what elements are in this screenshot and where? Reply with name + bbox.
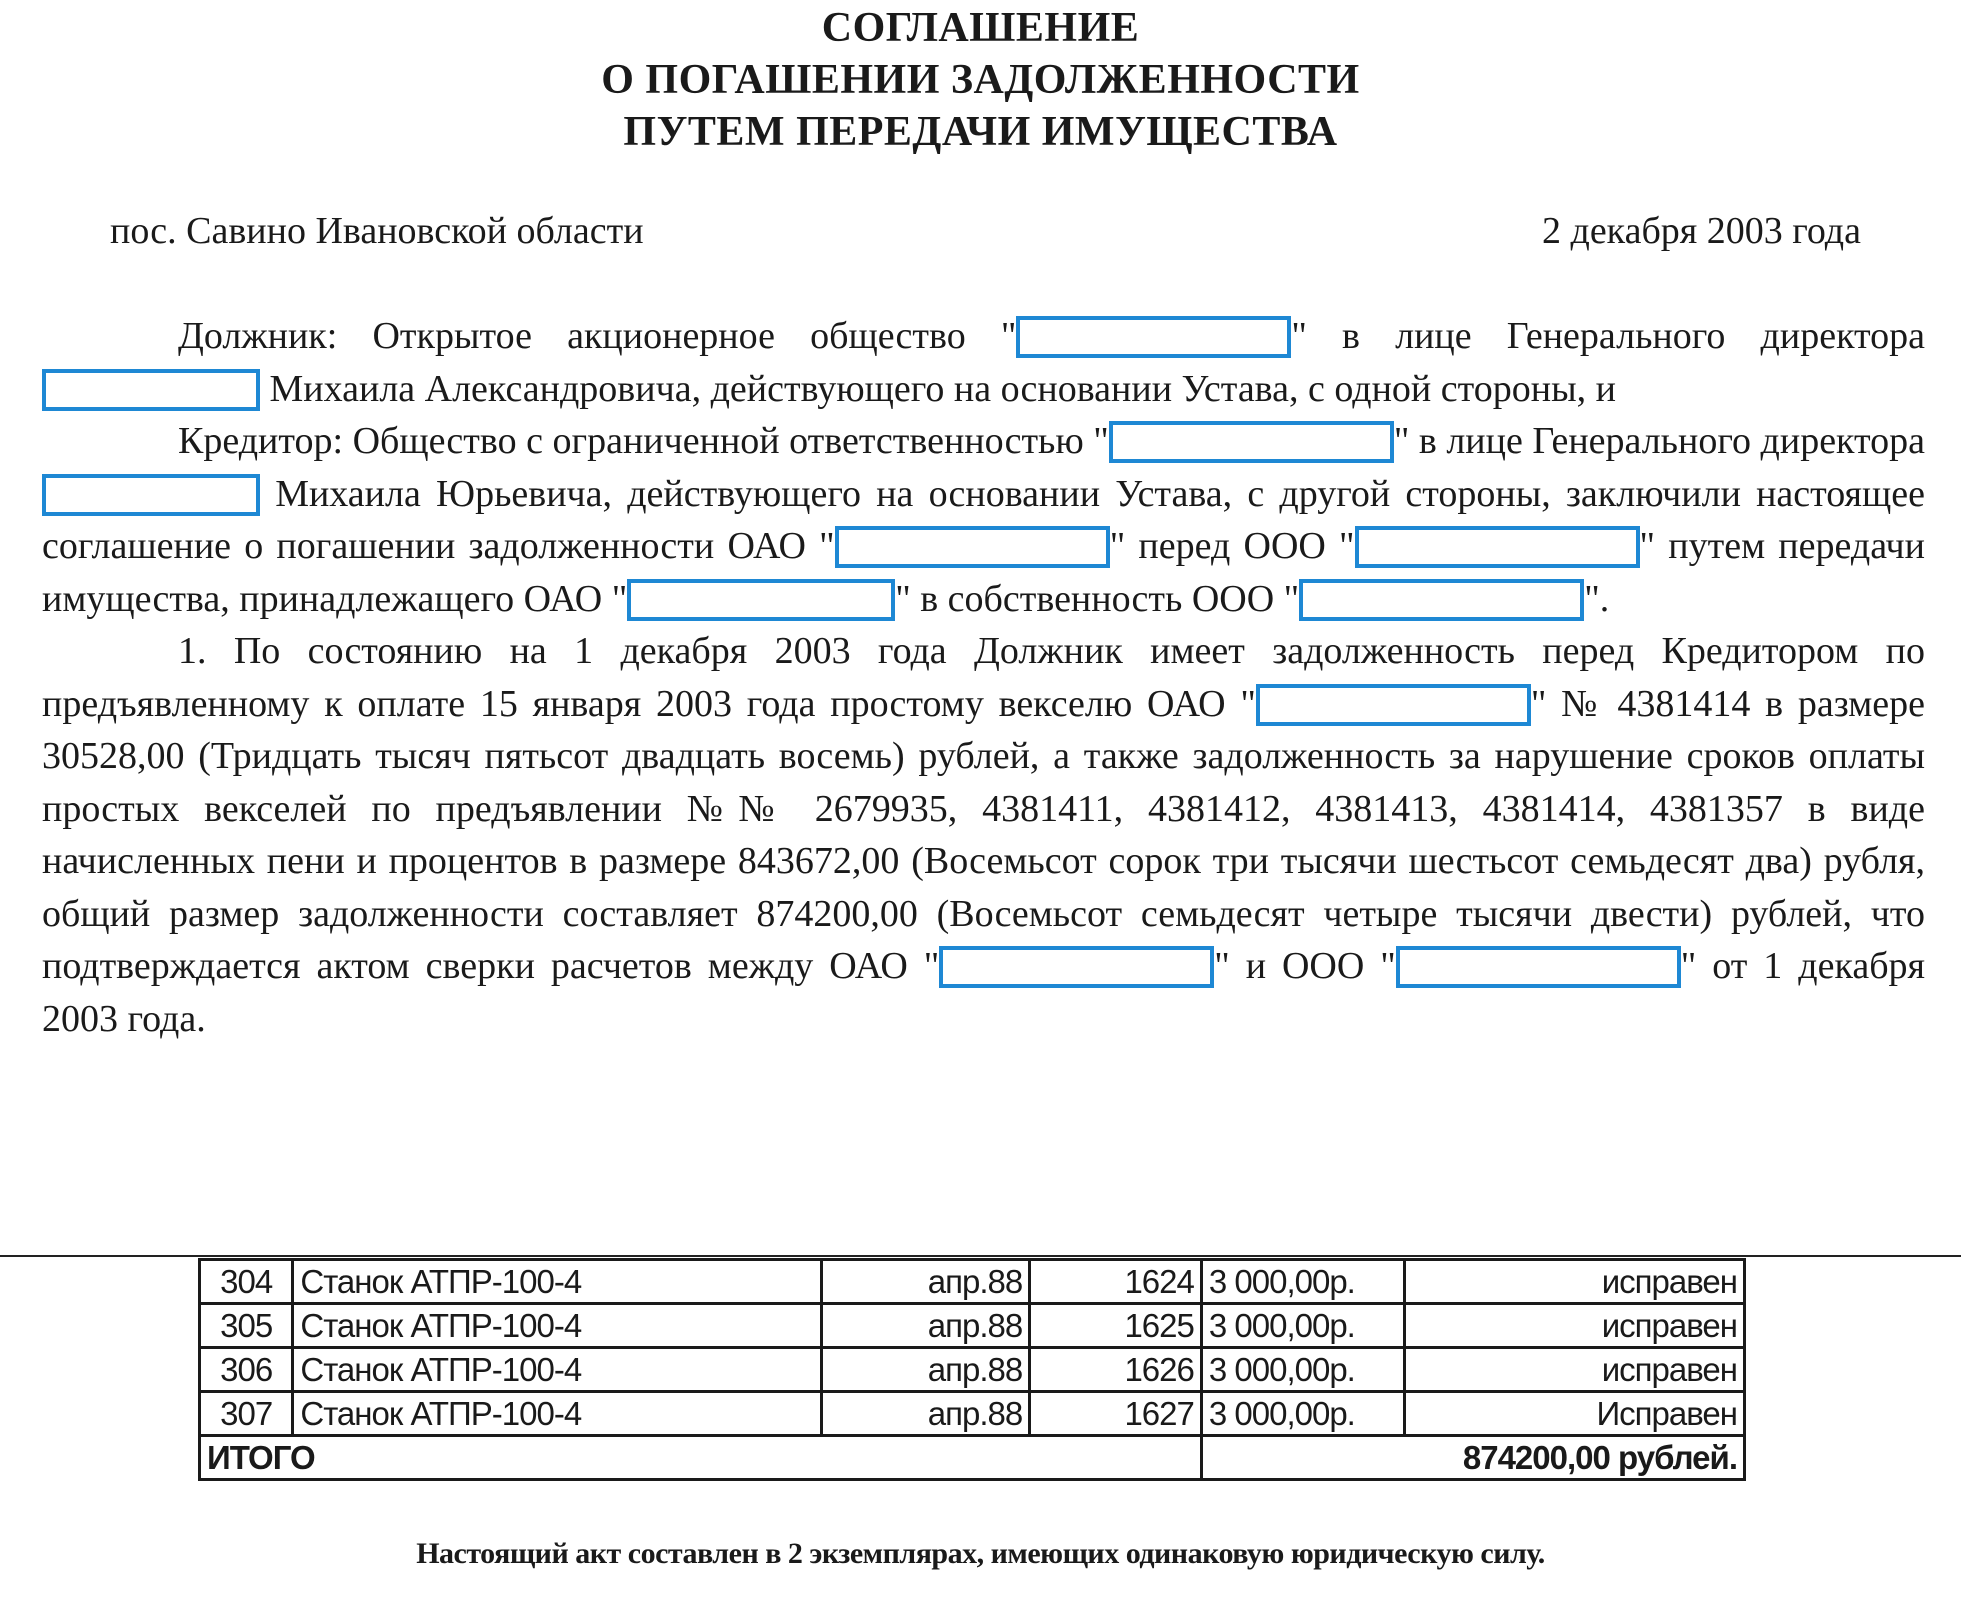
item-condition: Исправен (1404, 1392, 1744, 1436)
document-title-line-2: О ПОГАШЕНИИ ЗАДОЛЖЕННОСТИ (601, 57, 1360, 103)
table-row (200, 1304, 1745, 1348)
creditor-paragraph: Кредитор: Общество с ограниченной ответственностью " " в лице Генерального директора Михаила Юрьевича, действующего на основании Устава, с другой стороны, заключили настоящее соглашение о погашении задолженности ОАО " " перед ООО " " путем передачи имущества, принадлежащего ОАО " " в собственность ООО " ". (42, 420, 1926, 620)
item-number: 307 (200, 1392, 293, 1436)
item-name: Станок АТПР-100-4 (293, 1392, 822, 1436)
item-condition: исправен (1404, 1260, 1744, 1304)
redacted-field (1256, 684, 1531, 726)
item-inventory-number: 1626 (1030, 1348, 1202, 1392)
table-row (200, 1260, 1745, 1304)
redacted-field (1299, 579, 1584, 621)
debt-clause-paragraph: 1. По состоянию на 1 декабря 2003 года Должник имеет задолженность перед Кредитором по предъявленному к оплате 15 января 2003 года простому векселю ОАО " " № 4381414 в размере 30528,00 (Тридцать тысяч пятьсот двадцать восемь) рублей, а также задолженность за нарушение сроков оплаты простых векселей по предъявлении №№ 2679935, 4381411, 4381412, 4381413, 4381414, 4381357 в виде начисленных пени и процентов в размере 843672,00 (Восемьсот сорок три тысячи шестьсот семьдесят два) рубля, общий размер задолженности составляет 874200,00 (Восемьсот семьдесят четыре тысячи двести) рублей, что подтверждается актом сверки расчетов между ОАО " " и ООО " " от 1 декабря 2003 года. (42, 630, 1926, 1040)
item-condition: исправен (1404, 1348, 1744, 1392)
document-date: 2 декабря 2003 года (1541, 210, 1861, 252)
redacted-field (42, 474, 260, 516)
item-name: Станок АТПР-100-4 (293, 1348, 822, 1392)
page-separator (0, 1255, 1961, 1257)
agreement-body (42, 310, 1925, 1045)
redacted-field (42, 369, 260, 411)
item-price: 3 000,00р. (1201, 1348, 1404, 1392)
item-inventory-number: 1625 (1030, 1304, 1202, 1348)
item-price: 3 000,00р. (1201, 1392, 1404, 1436)
item-price: 3 000,00р. (1201, 1260, 1404, 1304)
total-value: 874200,00 рублей. (1201, 1436, 1744, 1480)
item-name: Станок АТПР-100-4 (293, 1260, 822, 1304)
item-date: апр.88 (822, 1392, 1030, 1436)
item-date: апр.88 (822, 1260, 1030, 1304)
item-number: 306 (200, 1348, 293, 1392)
item-condition: исправен (1404, 1304, 1744, 1348)
table-total-row (200, 1436, 1745, 1480)
property-table (198, 1258, 1746, 1481)
item-price: 3 000,00р. (1201, 1304, 1404, 1348)
table-row (200, 1392, 1745, 1436)
redacted-field (939, 946, 1214, 988)
redacted-field (627, 579, 895, 621)
item-number: 304 (200, 1260, 293, 1304)
redacted-field (835, 526, 1110, 568)
place-of-signing: пос. Савино Ивановской области (110, 210, 644, 252)
debtor-paragraph: Должник: Открытое акционерное общество " " в лице Генерального директора Михаила Александровича, действующего на основании Устава, с одной стороны, и (42, 310, 1925, 415)
item-date: апр.88 (822, 1304, 1030, 1348)
table-row (200, 1348, 1745, 1392)
item-inventory-number: 1627 (1030, 1392, 1202, 1436)
redacted-field (1109, 421, 1394, 463)
redacted-field (1355, 526, 1640, 568)
document-title-line-1: СОГЛАШЕНИЕ (821, 5, 1140, 51)
total-label: ИТОГО (200, 1436, 1202, 1480)
document-title-line-3: ПУТЕМ ПЕРЕДАЧИ ИМУЩЕСТВА (623, 109, 1338, 155)
redacted-field (1016, 316, 1291, 358)
item-number: 305 (200, 1304, 293, 1348)
redacted-field (1396, 946, 1681, 988)
item-name: Станок АТПР-100-4 (293, 1304, 822, 1348)
item-inventory-number: 1624 (1030, 1260, 1202, 1304)
closing-statement: Настоящий акт составлен в 2 экземплярах, имеющих одинаковую юридическую силу. (416, 1537, 1545, 1570)
item-date: апр.88 (822, 1348, 1030, 1392)
